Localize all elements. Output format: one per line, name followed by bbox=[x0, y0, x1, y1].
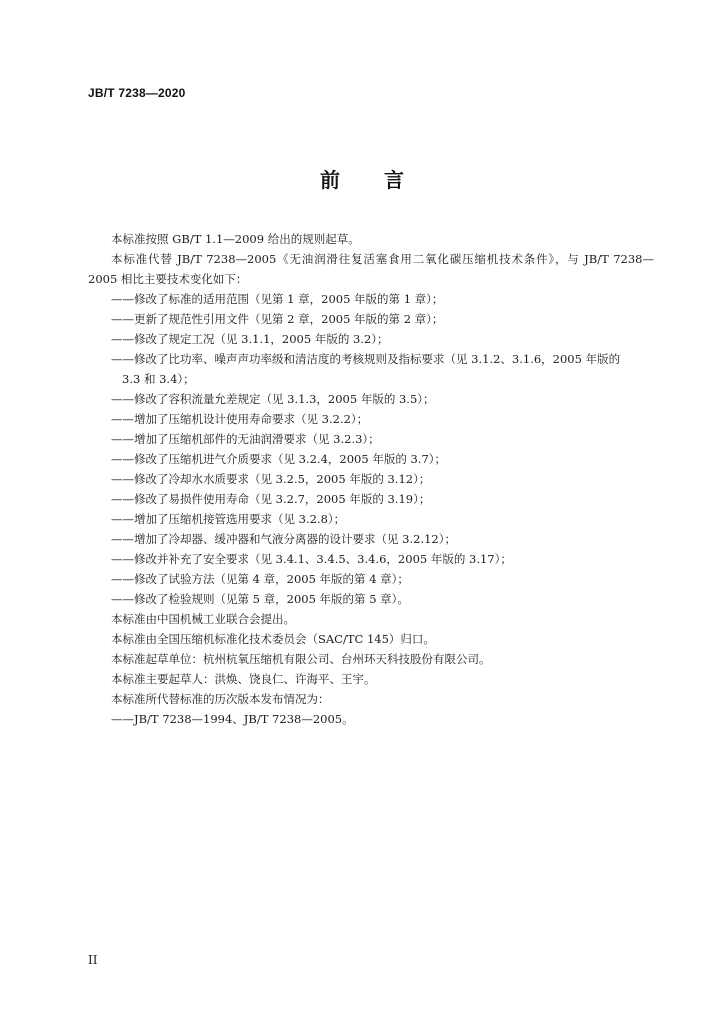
change-item: ——修改了试验方法（见第 4 章，2005 年版的第 4 章）； bbox=[111, 572, 409, 586]
change-item: ——修改了容积流量允差规定（见 3.1.3，2005 年版的 3.5）； bbox=[111, 392, 435, 406]
intro-paragraph-2: 本标准代替 JB/T 7238—2005《无油润滑往复活塞食用二氧化碳压缩机技术条件》，与 JB/T 7238—2005 相比主要技术变化如下： bbox=[88, 252, 654, 286]
history-intro: 本标准所代替标准的历次版本发布情况为： bbox=[111, 692, 330, 706]
title-char-2: 言 bbox=[384, 168, 404, 192]
standard-code: JB/T 7238—2020 bbox=[88, 86, 186, 100]
managed-by: 本标准由全国压缩机标准化技术委员会（SAC/TC 145）归口。 bbox=[111, 632, 435, 646]
change-item: ——更新了规范性引用文件（见第 2 章，2005 年版的第 2 章）； bbox=[111, 312, 444, 326]
proposed-by: 本标准由中国机械工业联合会提出。 bbox=[111, 612, 295, 626]
change-item: ——增加了压缩机接管选用要求（见 3.2.8）； bbox=[111, 512, 346, 526]
foreword-body bbox=[88, 229, 654, 729]
change-item: ——修改了易损件使用寿命（见 3.2.7，2005 年版的 3.19）； bbox=[111, 492, 431, 506]
drafting-units: 本标准起草单位：杭州杭氧压缩机有限公司、台州环天科技股份有限公司。 bbox=[111, 652, 491, 666]
intro-paragraph-1: 本标准按照 GB/T 1.1—2009 给出的规则起草。 bbox=[111, 232, 360, 246]
change-item: ——修改了比功率、噪声声功率级和清洁度的考核规则及指标要求（见 3.1.2、3.1.6，2005 年版的 bbox=[111, 352, 621, 366]
change-item: ——增加了压缩机设计使用寿命要求（见 3.2.2）； bbox=[111, 412, 369, 426]
change-item: ——修改了标准的适用范围（见第 1 章，2005 年版的第 1 章）； bbox=[111, 292, 444, 306]
change-item: ——修改了压缩机进气介质要求（见 3.2.4，2005 年版的 3.7）； bbox=[111, 452, 447, 466]
drafters: 本标准主要起草人：洪焕、饶良仁、许海平、王宇。 bbox=[111, 672, 376, 686]
change-item-continuation: 3.3 和 3.4）； bbox=[122, 372, 195, 386]
change-item: ——增加了压缩机部件的无油润滑要求（见 3.2.3）； bbox=[111, 432, 380, 446]
change-item: ——修改了冷却水水质要求（见 3.2.5，2005 年版的 3.12）； bbox=[111, 472, 431, 486]
change-item: ——修改了检验规则（见第 5 章，2005 年版的第 5 章）。 bbox=[111, 592, 409, 606]
change-item: ——增加了冷却器、缓冲器和气液分离器的设计要求（见 3.2.12）； bbox=[111, 532, 456, 546]
history-item: ——JB/T 7238—1994、JB/T 7238—2005。 bbox=[111, 712, 354, 726]
title-char-1: 前 bbox=[320, 168, 340, 192]
change-item: ——修改了规定工况（见 3.1.1，2005 年版的 3.2）； bbox=[111, 332, 389, 346]
change-item: ——修改并补充了安全要求（见 3.4.1、3.4.5、3.4.6，2005 年版的 3.17）； bbox=[111, 552, 512, 566]
page-title bbox=[0, 164, 724, 193]
page-number: II bbox=[88, 953, 98, 967]
